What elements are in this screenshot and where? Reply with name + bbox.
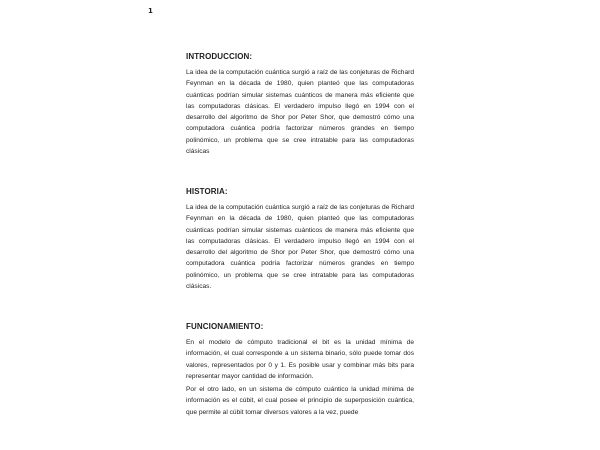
section-paragraph: La idea de la computación cuántica surgió a raíz de las conjeturas de Richard Feynman en la década de 1980, quien planteó que las computadoras cuánticas podrían simular sistemas cuánticos de manera más eficiente que las computadoras clásicas. El verdadero impulso llegó en 1994 con el desarrollo del algoritmo de Shor por Peter Shor, que demostró cómo una computadora cuántica podría factorizar números grandes en tiempo polinómico, un problema que se cree intratable para las computadoras clásicas	[186, 69, 414, 156]
section-paragraph: La idea de la computación cuántica surgió a raíz de las conjeturas de Richard Feynman en la década de 1980, quien planteó que las computadoras cuánticas podrían simular sistemas cuánticos de manera más eficiente que las computadoras clásicas. El verdadero impulso llegó en 1994 con el desarrollo del algoritmo de Shor por Peter Shor, que demostró cómo una computadora cuántica podría factorizar números grandes en tiempo polinómico, un problema que se cree intratable para las computadoras clásicas.	[186, 204, 414, 291]
section-heading: FUNCIONAMIENTO:	[186, 322, 264, 331]
section-introduccion	[186, 52, 414, 157]
section-historia	[186, 187, 414, 292]
section-heading: HISTORIA:	[186, 187, 228, 196]
section-paragraph: En el modelo de cómputo tradicional el bit es la unidad mínima de información, el cual corresponde a un sistema binario, sólo puede tomar dos valores, representados por 0 y 1. Es posible usar y combinar más bits para representar mayor cantidad de información.	[186, 339, 414, 380]
section-funcionamiento	[186, 322, 414, 418]
section-paragraph: Por el otro lado, en un sistema de cómputo cuántico la unidad mínima de información es el cúbit, el cual posee el principio de superposición cuántica, que permite al cúbit tomar diversos valores a la vez, puede	[186, 386, 414, 416]
section-heading: INTRODUCCION:	[186, 52, 253, 61]
page-number: 1	[148, 7, 153, 15]
